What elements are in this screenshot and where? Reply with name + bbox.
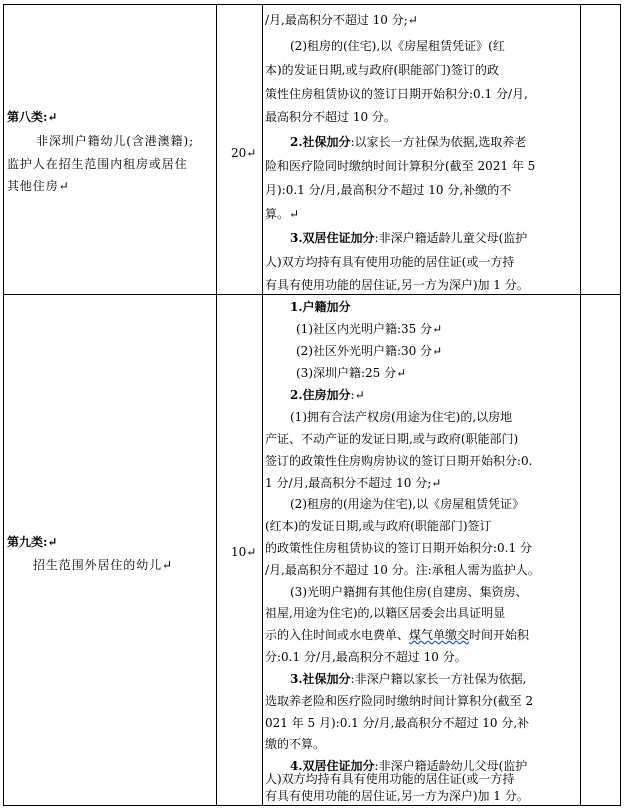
section-text: 时间开始积 xyxy=(469,628,530,642)
detail-line xyxy=(290,135,526,149)
detail-line: 险和医疗险同时缴纳时间计算积分(截至 2021 年 5 xyxy=(265,159,536,173)
section-text: :非深户籍以家长一方社保为依据, xyxy=(350,672,527,686)
section-heading: 3.双居住证加分 xyxy=(290,231,375,245)
table-border-right xyxy=(620,4,621,806)
list-item: (2)社区外光明户籍:30 分↵ xyxy=(296,344,443,358)
detail-line: 月):0.1 分/月,最高积分不超过 10 分,补缴的不 xyxy=(265,183,512,197)
detail-line: 021 年 5 月):0.1 分/月,最高积分不超过 10 分,补 xyxy=(265,716,530,730)
table-border-top xyxy=(3,4,621,5)
detail-line: 祖屋,用途为住宅)的,以籍区居委会出具证明显 xyxy=(265,606,506,620)
detail-line: 有具有使用功能的居住证,另一方为深户)加 1 分。 xyxy=(265,789,529,803)
detail-line: /月,最高积分不超过 10 分。注:承租人需为监护人。 xyxy=(265,563,540,577)
category-desc-line: 其他住房↵ xyxy=(7,179,70,193)
score-value: 10↵ xyxy=(231,545,257,559)
detail-line: 最高积分不超过 10 分。 xyxy=(265,110,396,124)
detail-line: (2)租房的(用途为住宅),以《房屋租赁凭证》 xyxy=(290,497,525,511)
detail-line xyxy=(290,388,365,402)
detail-line: 的政策性住房租赁协议的签订日期开始积分:0.1 分 xyxy=(265,541,532,555)
detail-line: 签订的政策性住房购房协议的签订日期开始积分:0. xyxy=(265,454,533,468)
section-text: :以家长一方社保为依据,选取养老 xyxy=(350,135,527,149)
detail-line: 人)双方均持有具有使用功能的居住证(或一方持 xyxy=(265,255,515,269)
col-divider-3 xyxy=(580,4,581,806)
detail-line: 产证、不动产证的发证日期,或与政府(职能部门) xyxy=(265,432,519,446)
section-heading: 3.社保加分 xyxy=(290,672,351,686)
category-desc-line: 非深圳户籍幼儿(含港澳籍); xyxy=(36,134,195,148)
detail-line: /月,最高积分不超过 10 分;↵ xyxy=(265,13,418,27)
detail-line: 1 分/月,最高积分不超过 10 分;↵ xyxy=(265,476,442,490)
category-desc-line: 招生范围外居住的幼儿↵ xyxy=(33,558,173,572)
list-item: (3)深圳户籍:25 分↵ xyxy=(296,366,407,380)
table-border-left xyxy=(3,4,4,806)
detail-line xyxy=(290,672,526,686)
detail-line: (1)拥有合法产权房(用途为住宅)的,以房地 xyxy=(290,410,513,424)
category-title: 第八类:↵ xyxy=(7,110,58,124)
detail-line: 缴的不算。 xyxy=(265,737,326,751)
detail-line xyxy=(290,759,527,773)
category-desc-line: 监护人在招生范围内租房或居住 xyxy=(7,157,188,171)
section-heading: 4.双居住证加分 xyxy=(290,759,375,773)
detail-line: 本)的发证日期,或与政府(职能部门)签订的政 xyxy=(265,63,499,77)
score-value: 20↵ xyxy=(231,146,257,160)
detail-line xyxy=(290,231,527,245)
section-heading: 2.社保加分 xyxy=(290,135,351,149)
list-item: (1)社区内光明户籍:35 分↵ xyxy=(296,322,443,336)
category-title: 第九类:↵ xyxy=(7,535,58,549)
section-heading: 2.住房加分 xyxy=(290,388,351,402)
detail-line: 选取养老险和医疗险同时缴纳时间计算积分(截至 2 xyxy=(265,694,534,708)
section-text: 示的入住时间或水电费单、 xyxy=(265,628,410,642)
col-divider-2 xyxy=(262,4,263,806)
detail-line: 分:0.1 分/月,最高积分不超过 10 分。 xyxy=(265,650,467,664)
spellcheck-underlined-text: 煤气单缴交 xyxy=(409,628,470,642)
col-divider-1 xyxy=(216,4,217,806)
detail-line: (2)租房的(住宅),以《房屋租赁凭证》(红 xyxy=(290,39,505,53)
section-text: :非深户籍适龄儿童父母(监护 xyxy=(374,231,528,245)
row-divider xyxy=(3,294,621,295)
detail-line xyxy=(265,628,529,642)
section-text: :非深户籍适龄幼儿父母(监护 xyxy=(374,759,528,773)
detail-line: 算。↵ xyxy=(265,207,300,221)
detail-line: 策性住房租赁协议的签订日期开始积分:0.1 分/月, xyxy=(265,87,528,101)
detail-line: 有具有使用功能的居住证,另一方为深户)加 1 分。 xyxy=(265,278,529,292)
detail-line: (3)光明户籍拥有其他住房(自建房、集资房、 xyxy=(290,585,528,599)
detail-line: (红本)的发证日期,或与政府(职能部门)签订 xyxy=(265,519,492,533)
section-heading: 1.户籍加分 xyxy=(290,300,351,314)
table-border-bottom xyxy=(3,805,621,806)
section-text: :↵ xyxy=(350,388,365,402)
detail-line: 人)双方均持有具有使用功能的居住证(或一方持 xyxy=(265,772,515,786)
